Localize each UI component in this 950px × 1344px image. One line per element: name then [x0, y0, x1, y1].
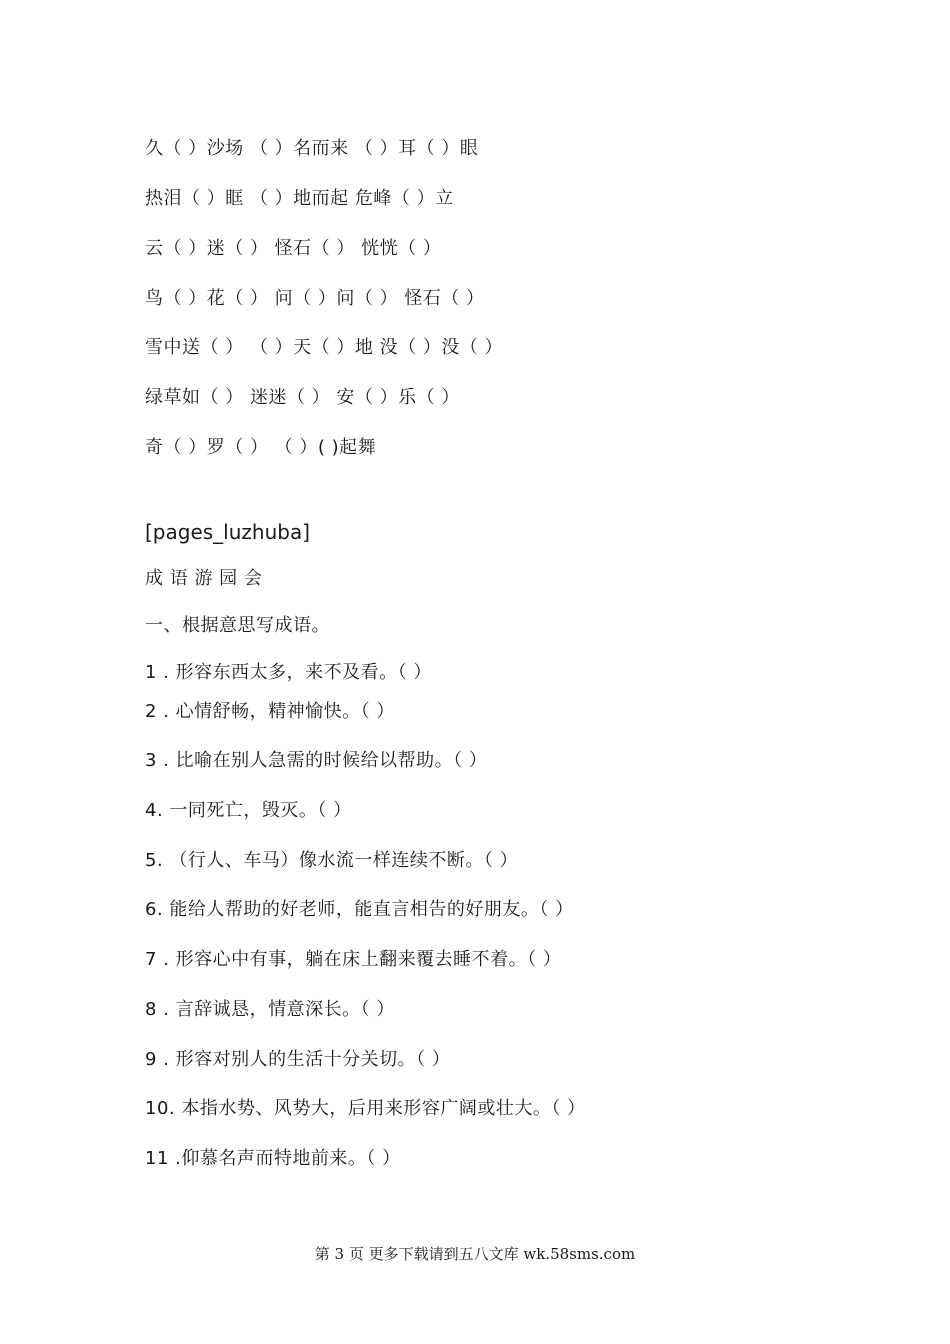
page-footer: 第 3 页 更多下载请到五八文库 wk.58sms.com — [314, 1245, 636, 1263]
fill-blank-line-2: 热泪（ ）眶 （ ）地而起 危峰（ ）立 — [145, 188, 454, 209]
fill-blank-line-3: 云（ ）迷（ ） 怪石（ ） 恍恍（ ） — [145, 238, 442, 259]
question-2: 2 . 心情舒畅，精神愉快。（ ） — [145, 701, 395, 722]
question-4: 4. 一同死亡，毁灭。（ ） — [145, 800, 352, 821]
question-10: 10. 本指水势、风势大，后用来形容广阔或壮大。（ ） — [145, 1098, 586, 1119]
question-1: 1 . 形容东西太多，来不及看。（ ） — [145, 662, 432, 683]
question-6: 6. 能给人帮助的好老师，能直言相告的好朋友。（ ） — [145, 899, 574, 920]
question-7: 7 . 形容心中有事，躺在床上翻来覆去睡不着。（ ） — [145, 949, 562, 970]
section-title: 成 语 游 园 会 — [145, 568, 263, 589]
instruction: 一、根据意思写成语。 — [145, 615, 330, 636]
fill-blank-line-6: 绿草如（ ） 迷迷（ ） 安（ ）乐（ ） — [145, 387, 460, 408]
question-11: 11 .仰慕名声而特地前来。（ ） — [145, 1148, 401, 1169]
question-9: 9 . 形容对别人的生活十分关切。（ ） — [145, 1049, 451, 1070]
fill-blank-line-4: 鸟（ ）花（ ） 问（ ）问（ ） 怪石（ ） — [145, 288, 485, 309]
question-3: 3 . 比喻在别人急需的时候给以帮助。（ ） — [145, 750, 488, 771]
page-tag: [pages_luzhuba] — [145, 520, 311, 544]
question-5: 5. （行人、车马）像水流一样连续不断。（ ） — [145, 850, 519, 871]
question-8: 8 . 言辞诚恳，情意深长。（ ） — [145, 999, 395, 1020]
fill-blank-line-7: 奇（ ）罗（ ） （ ）( )起舞 — [145, 437, 377, 458]
fill-blank-line-1: 久（ ）沙场 （ ）名而来 （ ）耳（ ）眼 — [145, 138, 479, 159]
fill-blank-line-5: 雪中送（ ） （ ）天（ ）地 没（ ）没（ ） — [145, 337, 504, 358]
